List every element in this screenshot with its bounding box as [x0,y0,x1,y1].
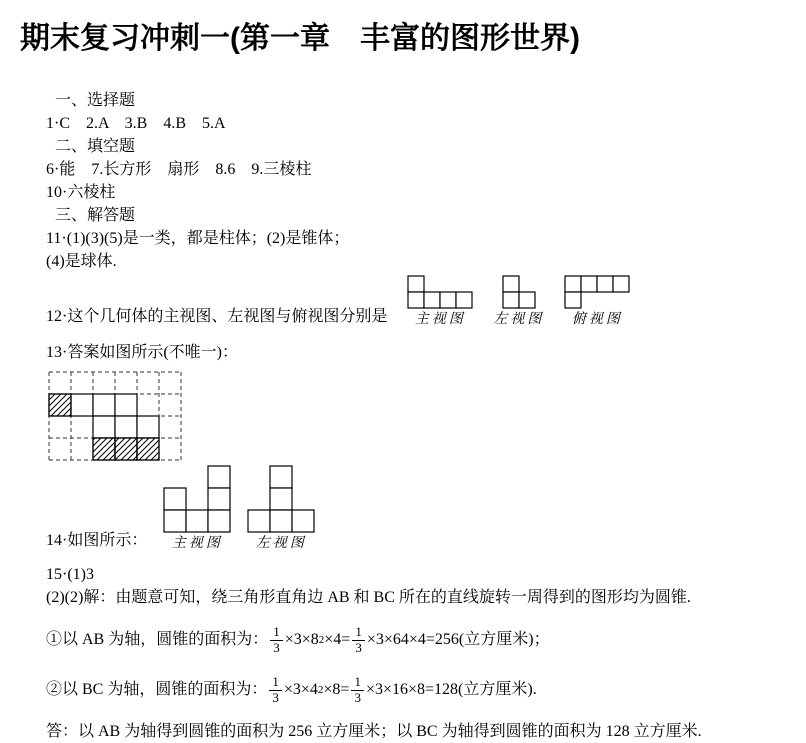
left-view-label: 左视图 [255,535,307,551]
top-view-grid [564,275,630,309]
front-view-label: 主视图 [171,535,223,551]
q13-answer-text: 13·答案如图所示(不唯一)： [46,343,238,361]
page-title: 期末复习冲刺一(第一章 丰富的图形世界) [20,22,580,55]
q14-left-view-figure [247,465,315,552]
formula-prefix: ①以 AB 为轴，圆锥的面积为： [46,631,269,648]
q13-grid-figure [48,371,786,461]
q15-formula-bc: ②以 BC 为轴，圆锥的面积为： $\frac{1}{3}$ ×3×4 2 ×8= $\frac{1}{3}$ ×3×16×8=128(立方厘米). [46,673,537,705]
choice-answers: 1·C 2.A 3.B 4.B 5.A [46,114,226,132]
front-view-grid [163,465,231,533]
formula-result: ×3×16×8=128(立方厘米). [365,681,537,698]
q15-formula-ab: ①以 AB 为轴，圆锥的面积为： $\frac{1}{3}$ ×3×8 2 ×4= $\frac{1}{3}$ ×3×64×4=256(立方厘米)； [46,623,550,655]
fraction-one-third: $\frac{1}{3}$ [269,675,282,706]
q15-solution-intro: (2)(2)解：由题意可知，绕三角形直角边 AB 和 BC 所在的直线旋转一周得到的图形均为圆锥. [46,588,691,606]
q12-answer-row [46,275,786,328]
fill-answers-1: 6·能 7.长方形 扇形 8.6 9.三棱柱 [46,160,312,178]
section-2-header: 二、填空题 [55,137,136,155]
answer-content [46,89,786,743]
fraction-one-third: $\frac{1}{3}$ [352,625,365,656]
left-view-grid [247,465,315,533]
q12-top-view-figure [564,275,630,328]
q12-left-view-figure [493,275,544,328]
q11-answer-line-2: (4)是球体. [46,252,117,270]
section-1-header: 一、选择题 [55,91,136,109]
formula-segment: ×3×4 [283,681,318,698]
top-view-label: 俯视图 [571,311,623,327]
fraction-one-third: $\frac{1}{3}$ [351,675,364,706]
q14-front-view-figure [163,465,231,552]
fill-answers-2: 10·六棱柱 [46,183,116,201]
q11-answer-line-1: 11·(1)(3)(5)是一类，都是柱体；(2)是锥体； [46,229,350,247]
fraction-one-third: $\frac{1}{3}$ [270,625,283,656]
q15-final-answer: 答：以 AB 为轴得到圆锥的面积为 256 立方厘米；以 BC 为轴得到圆锥的面积为 128 立方厘米. [46,722,702,740]
q12-front-view-figure [407,275,473,328]
left-view-label: 左视图 [493,311,545,327]
formula-result: ×3×64×4=256(立方厘米)； [366,631,550,648]
formula-segment: ×4= [324,631,351,648]
q12-answer-text: 12·这个几何体的主视图、左视图与俯视图分别是 [46,307,388,325]
q14-answer-text: 14·如图所示： [46,531,148,549]
formula-segment: ×3×8 [284,631,319,648]
q14-answer-row [46,465,786,552]
left-view-grid [502,275,536,309]
formula-segment: ×8= [323,681,350,698]
section-3-header: 三、解答题 [55,206,136,224]
q15-answer-part1: 15·(1)3 [46,565,94,583]
front-view-label: 主视图 [414,311,466,327]
front-view-grid [407,275,473,309]
formula-prefix: ②以 BC 为轴，圆锥的面积为： [46,681,268,698]
